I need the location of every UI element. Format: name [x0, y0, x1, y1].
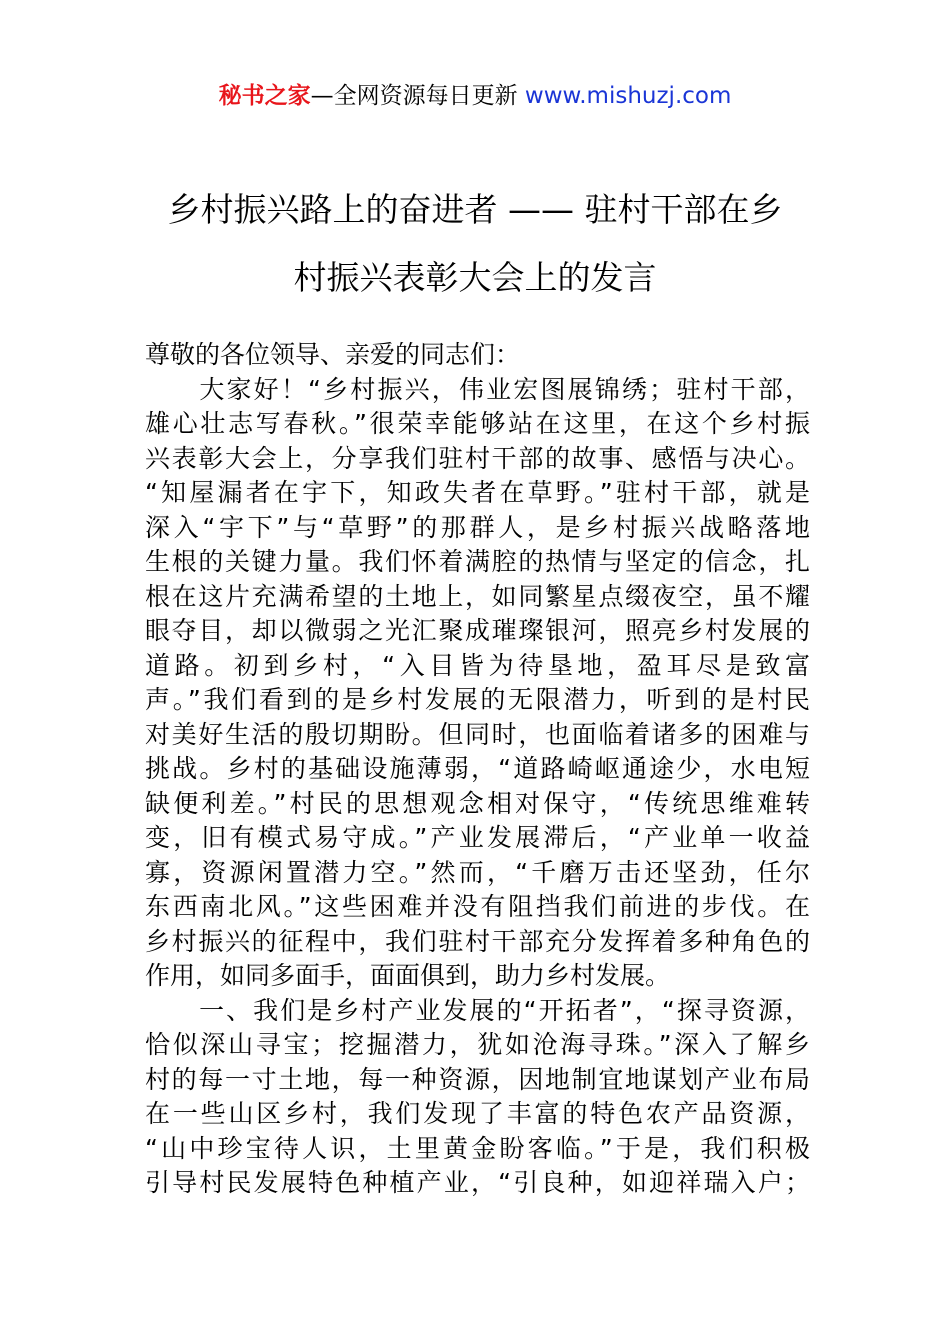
body-line: “知屋漏者在宇下，知政失者在草野。”驻村干部，就是: [145, 478, 810, 507]
header-tagline: —全网资源每日更新: [310, 83, 518, 109]
body-line: 村的每一寸土地，每一种资源，因地制宜地谋划产业布局: [145, 1064, 810, 1094]
body-line: 东西南北风。”这些困难并没有阻挡我们前进的步伐。在: [145, 892, 810, 921]
body-line: 乡村振兴的征程中，我们驻村干部充分发挥着多种角色的: [145, 926, 810, 956]
site-url-link[interactable]: www.mishuzj.com: [524, 83, 732, 109]
title-line: 乡村振兴路上的奋进者 —— 驻村干部在乡: [167, 190, 783, 229]
body-line: 根在这片充满希望的土地上，如同繁星点缀夜空，虽不耀: [145, 581, 810, 611]
body-line: 兴表彰大会上，分享我们驻村干部的故事、感悟与决心。: [145, 443, 810, 473]
title-line: 村振兴表彰大会上的发言: [293, 258, 657, 297]
document-body: [145, 338, 810, 1201]
site-header: [0, 80, 950, 112]
body-line: 雄心壮志写春秋。”很荣幸能够站在这里，在这个乡村振: [145, 409, 810, 438]
body-line: 引导村民发展特色种植产业，“引良种，如迎祥瑞入户；: [145, 1168, 810, 1197]
body-line: 作用，如同多面手，面面俱到，助力乡村发展。: [145, 961, 671, 990]
body-line: 一、我们是乡村产业发展的“开拓者”，“探寻资源，: [145, 995, 810, 1025]
body-line: 变，旧有模式易守成。”产业发展滞后，“产业单一收益: [145, 823, 810, 852]
body-line: “山中珍宝待人识，土里黄金盼客临。”于是，我们积极: [145, 1133, 810, 1163]
body-line: 声。”我们看到的是乡村发展的无限潜力，听到的是村民: [145, 685, 810, 714]
body-line: 深入“宇下”与“草野”的那群人，是乡村振兴战略落地: [145, 512, 810, 542]
body-line: 眼夺目，却以微弱之光汇聚成璀璨银河，照亮乡村发展的: [145, 616, 810, 645]
document-title: [120, 176, 830, 312]
brand-name: 秘书之家: [218, 83, 311, 109]
body-line: 道路。初到乡村，“入目皆为待垦地，盈耳尽是致富: [145, 650, 810, 680]
body-line: 缺便利差。”村民的思想观念相对保守，“传统思维难转: [145, 788, 810, 818]
body-line: 对美好生活的殷切期盼。但同时，也面临着诸多的困难与: [145, 719, 810, 749]
body-line: 寡，资源闲置潜力空。”然而，“千磨万击还坚劲，任尔: [145, 857, 810, 887]
body-line: 恰似深山寻宝；挖掘潜力，犹如沧海寻珠。”深入了解乡: [145, 1030, 810, 1059]
body-line: 在一些山区乡村，我们发现了丰富的特色农产品资源，: [145, 1099, 810, 1128]
body-line: 挑战。乡村的基础设施薄弱，“道路崎岖通途少，水电短: [145, 754, 810, 783]
body-line: 生根的关键力量。我们怀着满腔的热情与坚定的信念，扎: [145, 547, 810, 576]
salutation-line: 尊敬的各位领导、亲爱的同志们：: [145, 340, 521, 369]
body-line: 大家好！“乡村振兴，伟业宏图展锦绣；驻村干部，: [145, 374, 810, 404]
